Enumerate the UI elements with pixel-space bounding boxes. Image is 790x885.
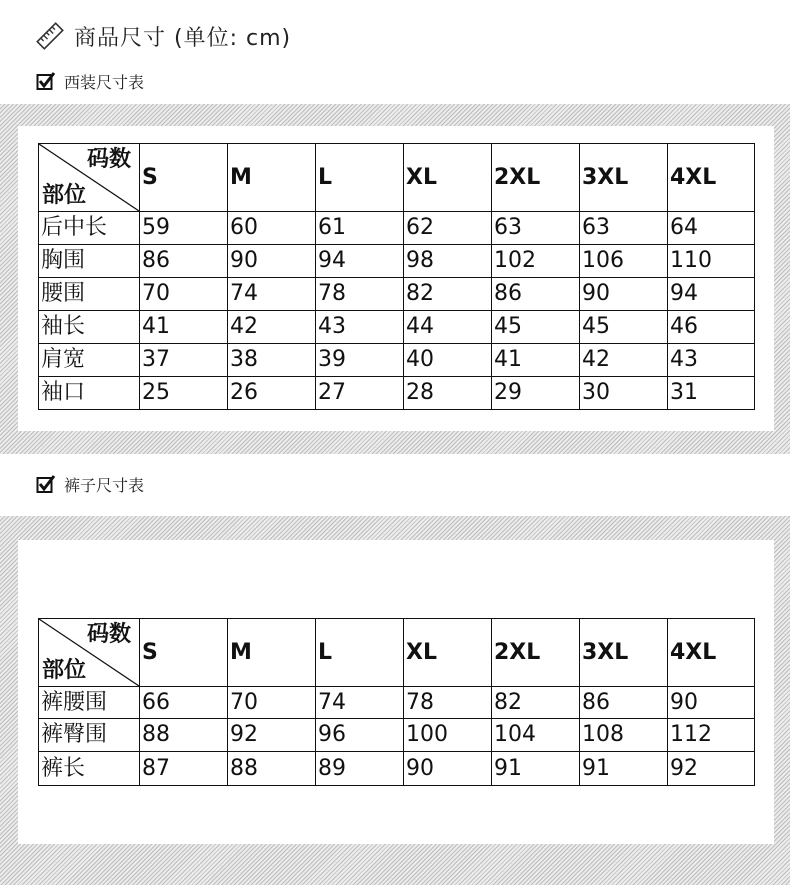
table-corner-cell: [39, 144, 140, 212]
corner-size-label: 码数: [86, 622, 131, 647]
table-cell: 90: [404, 752, 492, 786]
table-cell: 25: [140, 377, 228, 410]
table-cell: 92: [668, 752, 755, 786]
ruler-icon: [36, 22, 64, 50]
table-cell: 89: [316, 752, 404, 786]
table-cell: 82: [492, 687, 580, 719]
size-header: 2XL: [492, 619, 580, 687]
pants-size-table: [38, 618, 755, 786]
pants-section-label: [36, 472, 144, 496]
table-cell: 42: [228, 311, 316, 344]
table-cell: 42: [580, 344, 668, 377]
table-cell: 86: [140, 245, 228, 278]
table-cell: 41: [492, 344, 580, 377]
table-cell: 104: [492, 719, 580, 752]
suit-panel: [18, 126, 774, 431]
row-label: 裤臀围: [39, 719, 140, 752]
checkbox-checked-icon: [36, 71, 56, 91]
row-label: 肩宽: [39, 344, 140, 377]
table-cell: 110: [668, 245, 755, 278]
table-cell: 59: [140, 212, 228, 245]
page-title: 商品尺寸 (单位: cm): [74, 25, 292, 51]
table-cell: 74: [228, 278, 316, 311]
table-cell: 38: [228, 344, 316, 377]
table-cell: 45: [492, 311, 580, 344]
size-header: S: [140, 144, 228, 212]
table-cell: 44: [404, 311, 492, 344]
table-cell: 63: [492, 212, 580, 245]
table-row: [39, 212, 755, 245]
table-cell: 27: [316, 377, 404, 410]
table-cell: 78: [404, 687, 492, 719]
table-cell: 64: [668, 212, 755, 245]
row-label: 胸围: [39, 245, 140, 278]
pants-section-title: 裤子尺寸表: [64, 475, 145, 495]
table-row: [39, 719, 755, 752]
table-cell: 39: [316, 344, 404, 377]
table-cell: 28: [404, 377, 492, 410]
suit-section-label: [36, 69, 144, 93]
size-header: XL: [404, 619, 492, 687]
table-cell: 106: [580, 245, 668, 278]
table-row: [39, 687, 755, 719]
table-cell: 46: [668, 311, 755, 344]
table-cell: 70: [228, 687, 316, 719]
checkbox-checked-icon: [36, 474, 56, 494]
table-cell: 60: [228, 212, 316, 245]
table-cell: 91: [492, 752, 580, 786]
table-cell: 86: [580, 687, 668, 719]
size-header: 2XL: [492, 144, 580, 212]
table-cell: 108: [580, 719, 668, 752]
table-cell: 74: [316, 687, 404, 719]
table-cell: 100: [404, 719, 492, 752]
table-row: [39, 245, 755, 278]
table-cell: 102: [492, 245, 580, 278]
table-cell: 37: [140, 344, 228, 377]
table-cell: 90: [580, 278, 668, 311]
size-header: M: [228, 619, 316, 687]
table-cell: 90: [668, 687, 755, 719]
pants-band: [0, 516, 790, 885]
table-header-row: [39, 619, 755, 687]
table-cell: 45: [580, 311, 668, 344]
row-label: 后中长: [39, 212, 140, 245]
table-cell: 41: [140, 311, 228, 344]
corner-size-label: 码数: [86, 147, 131, 172]
table-cell: 86: [492, 278, 580, 311]
corner-part-label: 部位: [42, 183, 87, 208]
size-header: L: [316, 144, 404, 212]
suit-section-title: 西装尺寸表: [64, 72, 145, 92]
table-cell: 92: [228, 719, 316, 752]
table-row: [39, 278, 755, 311]
suit-band: [0, 104, 790, 454]
table-cell: 98: [404, 245, 492, 278]
size-header: M: [228, 144, 316, 212]
table-cell: 61: [316, 212, 404, 245]
table-cell: 88: [140, 719, 228, 752]
table-cell: 43: [316, 311, 404, 344]
corner-part-label: 部位: [42, 658, 87, 683]
table-cell: 78: [316, 278, 404, 311]
table-cell: 112: [668, 719, 755, 752]
size-header: 4XL: [668, 619, 755, 687]
table-cell: 29: [492, 377, 580, 410]
table-cell: 62: [404, 212, 492, 245]
table-cell: 96: [316, 719, 404, 752]
table-row: [39, 752, 755, 786]
table-cell: 90: [228, 245, 316, 278]
row-label: 裤长: [39, 752, 140, 786]
table-row: [39, 377, 755, 410]
row-label: 袖长: [39, 311, 140, 344]
size-header: 4XL: [668, 144, 755, 212]
page-header: [36, 18, 291, 54]
table-header-row: [39, 144, 755, 212]
table-cell: 30: [580, 377, 668, 410]
size-header: 3XL: [580, 144, 668, 212]
table-cell: 87: [140, 752, 228, 786]
table-cell: 82: [404, 278, 492, 311]
row-label: 裤腰围: [39, 687, 140, 719]
table-cell: 63: [580, 212, 668, 245]
pants-panel: [18, 540, 774, 844]
table-corner-cell: [39, 619, 140, 687]
row-label: 腰围: [39, 278, 140, 311]
table-cell: 91: [580, 752, 668, 786]
size-header: S: [140, 619, 228, 687]
table-cell: 31: [668, 377, 755, 410]
table-cell: 26: [228, 377, 316, 410]
size-header: XL: [404, 144, 492, 212]
table-row: [39, 311, 755, 344]
table-cell: 66: [140, 687, 228, 719]
table-cell: 94: [668, 278, 755, 311]
table-cell: 40: [404, 344, 492, 377]
size-header: L: [316, 619, 404, 687]
table-row: [39, 344, 755, 377]
table-cell: 88: [228, 752, 316, 786]
table-cell: 94: [316, 245, 404, 278]
size-header: 3XL: [580, 619, 668, 687]
table-cell: 43: [668, 344, 755, 377]
row-label: 袖口: [39, 377, 140, 410]
table-cell: 70: [140, 278, 228, 311]
suit-size-table: [38, 143, 755, 410]
